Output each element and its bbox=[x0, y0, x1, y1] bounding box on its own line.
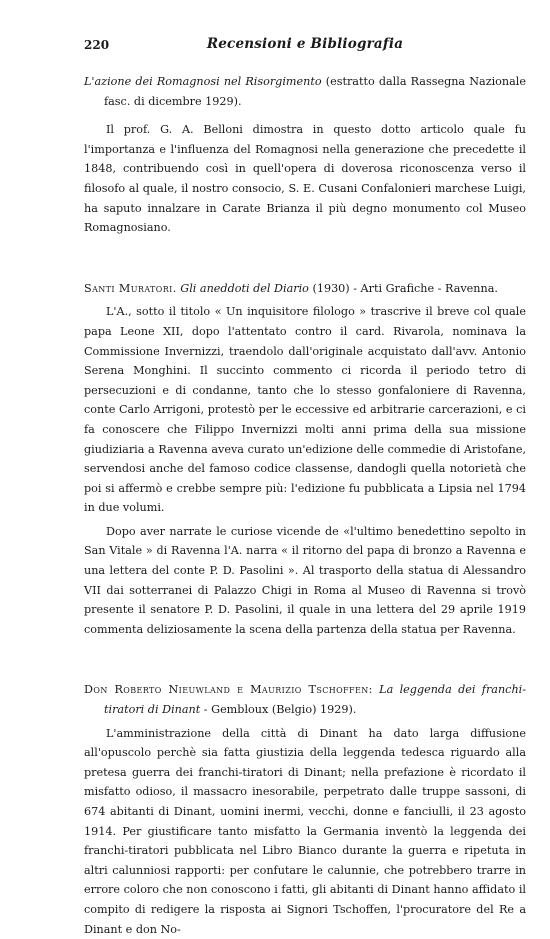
entry-paragraph: Dopo aver narrate le curiose vicende de «l'ultimo benedettino sepolto in San Vitale » di Ravenna l'A. narra « il ritorno del papa di bronzo a Ravenna e una lettera del conte P. D. Pasolini ». Al trasporto della statua di Alessandro VII dai sotterranei di Palazzo Chigi in Roma al Museo di Ravenna si trovò presente il senatore P. D. Pasolini, il quale in una lettera del 29 aprile 1919 commenta deliziosamente la scena della partenza della statua per Ravenna. bbox=[84, 524, 526, 636]
review-entry-muratori bbox=[84, 279, 526, 640]
running-head bbox=[84, 38, 526, 56]
entry-source: (1930) - Arti Grafiche - Ravenna. bbox=[308, 281, 498, 295]
entry-paragraph: L'A., sotto il titolo « Un inquisitore filologo » trascrive il breve col quale papa Leone XII, dopo l'attentato contro il card. Rivarola, nominava la Commissione Invernizzi, traendolo dall'originale acquistato dall'avv. Antonio Serena Monghini. Il succinto commento ci ricorda il periodo tetro di persecuzioni e di condanne, tanto che lo stesso gonfaloniere di Ravenna, conte Carlo Arrigoni, protestò per le eccessive ed arbitrarie carcerazioni, e ci fa conoscere che Filippo Invernizzi molti anni prima della sua missione giudiziaria a Ravenna aveva curato un'edizione delle commedie di Aristofane, servendosi anche del famoso codice classense, dandogli quella notorietà che poi si affermò e crebbe sempre più: l'edizione fu pubblicata a Lipsia nel 1794 in due volumi. bbox=[84, 305, 526, 515]
entry-title: La leggenda dei franchi-tiratori di Dinant bbox=[104, 683, 527, 717]
entry-paragraph: Il prof. G. A. Belloni dimostra in questo dotto articolo quale fu l'importanza e l'influenza del Romagnosi nella generazione che precedette il 1848, contribuendo così in quell'opera di doverosa riconoscenza verso il filosofo al quale, il nostro consocio, S. E. Cusani Confalonieri marchese Luigi, ha saputo innalzare in Carate Brianza il più degno monumento col Museo Romagnosiano. bbox=[84, 123, 526, 235]
entry-source: (estratto dalla Rassegna Nazionale fasc. di dicembre 1929). bbox=[104, 75, 526, 108]
page-content bbox=[84, 72, 526, 939]
review-entry-dinant bbox=[84, 680, 526, 939]
entry-author: Don Roberto Nieuwland e Maurizio Tschoffen: bbox=[84, 683, 373, 697]
running-title: Recensioni e Bibliografia bbox=[206, 36, 404, 52]
entry-heading bbox=[84, 680, 526, 719]
review-entry-romagnosi bbox=[84, 72, 526, 238]
entry-source: - Gembloux (Belgio) 1929). bbox=[200, 703, 357, 717]
entry-heading bbox=[84, 279, 526, 299]
section-divider bbox=[84, 661, 526, 662]
entry-heading bbox=[84, 72, 526, 111]
entry-title: Gli aneddoti del Diario bbox=[180, 281, 309, 295]
entry-paragraph: L'amministrazione della città di Dinant ha dato larga diffusione all'opuscolo perchè sia fatta giustizia della leggenda tedesca riguardo alla pretesa guerra dei franchi-tiratori di Dinant; nella prefazione è ricordato il misfatto odioso, il massacro inesorabile, perpetrato dalle truppe sassoni, di 674 abitanti di Dinant, uomini inermi, vecchi, donne e fanciulli, il 23 agosto 1914. Per giustificare tanto misfatto la Germania inventò la leggenda dei franchi-tiratori pubblicata nel Libro Bianco durante la guerra e ripetuta in altri calunniosi rapporti: per confutare le calunnie, che potrebbero trarre in errore coloro che non conoscono i fatti, gli abitanti di Dinant hanno affidato il compito di redigere la risposta ai Signori Tschoffen, l'procuratore del Re a Dinant e don No- bbox=[84, 726, 526, 936]
page-number: 220 bbox=[84, 38, 110, 52]
section-divider bbox=[84, 260, 526, 261]
entry-author: Santi Muratori. bbox=[84, 281, 177, 295]
entry-title: L'azione dei Romagnosi nel Risorgimento bbox=[84, 75, 322, 88]
